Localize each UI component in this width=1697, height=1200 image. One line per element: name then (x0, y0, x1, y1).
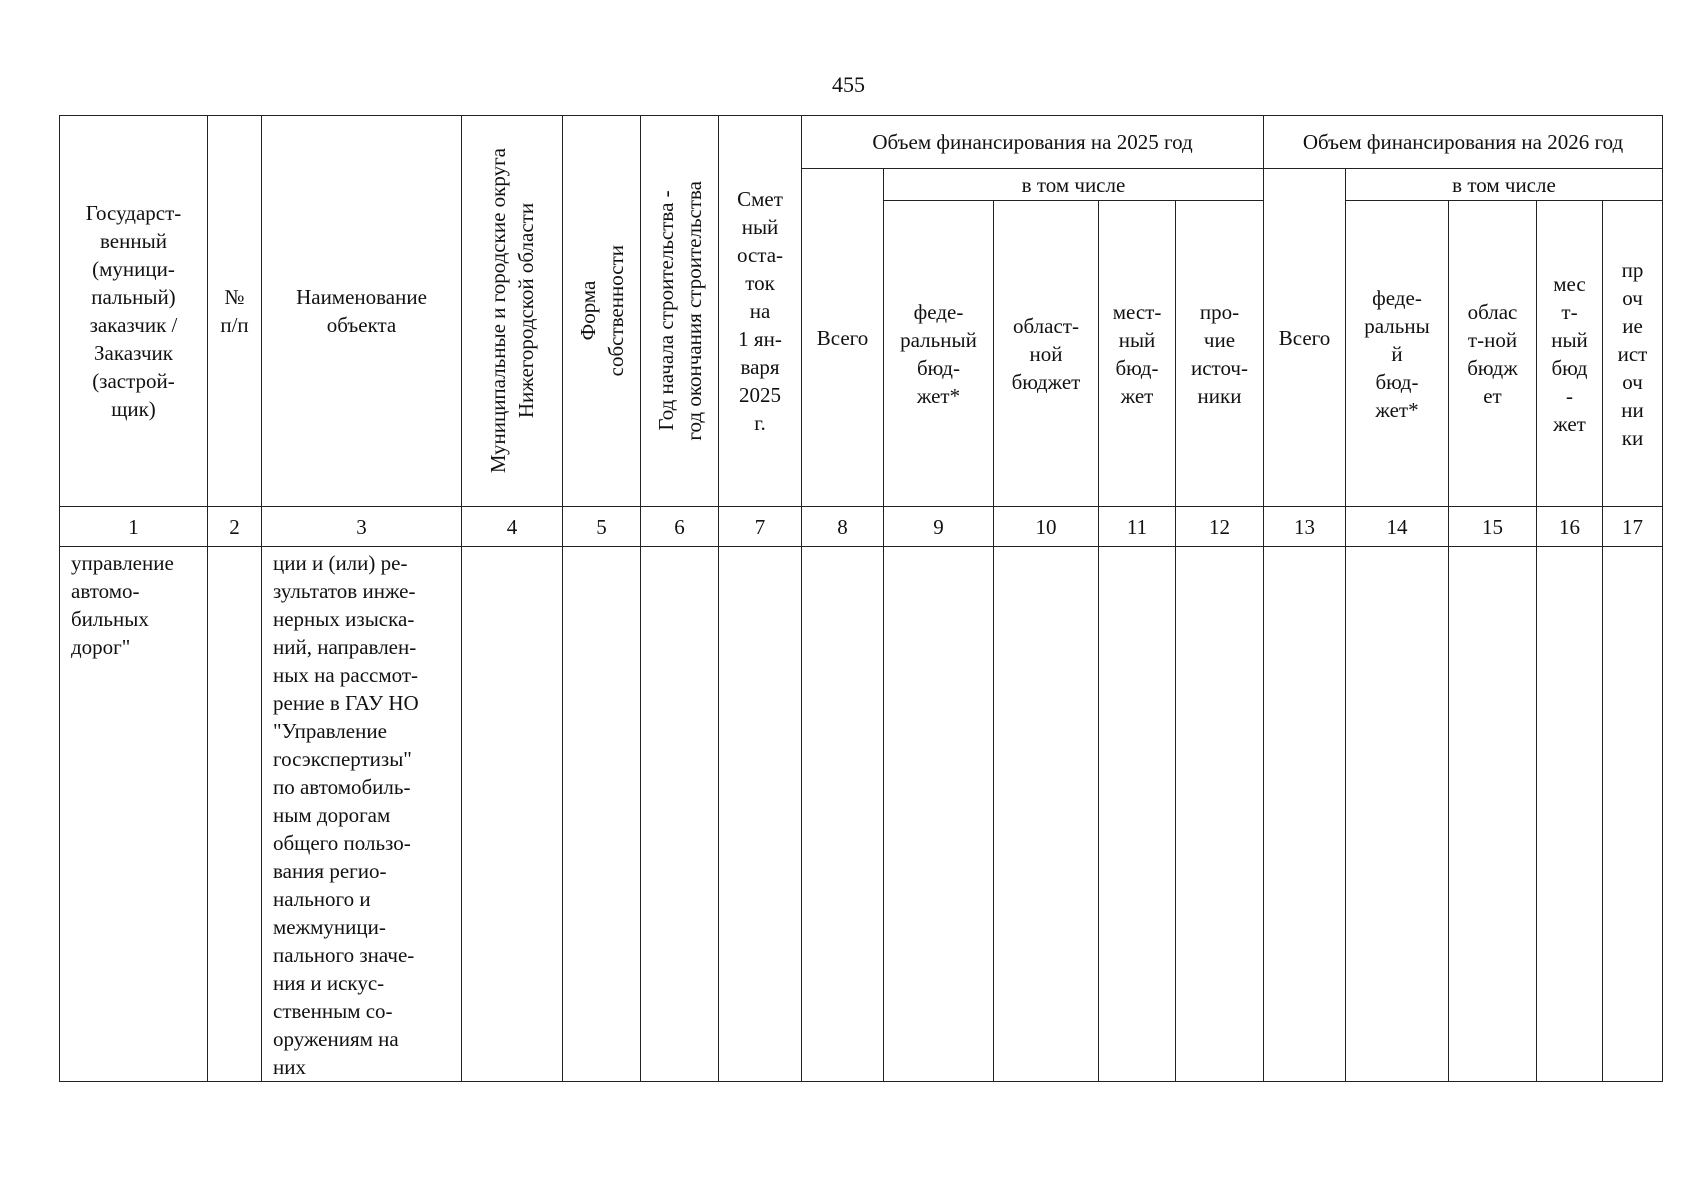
row-other-2026-cell (1603, 547, 1663, 1082)
column-number: 2 (208, 507, 262, 547)
header-row-top (60, 116, 1663, 169)
header-funding-2026: Объем финансирования на 2026 год (1264, 116, 1663, 169)
header-including-2025: в том числе (884, 169, 1264, 201)
column-number: 9 (884, 507, 994, 547)
column-numbers-row (60, 507, 1663, 547)
column-number: 17 (1603, 507, 1663, 547)
column-number: 5 (563, 507, 641, 547)
row-ownership-cell (563, 547, 641, 1082)
column-number: 12 (1176, 507, 1264, 547)
column-number: 16 (1537, 507, 1603, 547)
row-customer-cell: управление автомо- бильных дорог" (60, 547, 208, 1082)
row-other-2025-cell (1176, 547, 1264, 1082)
header-number: № п/п (208, 116, 262, 507)
header-regional-2026: облас т-ной бюдж ет (1449, 201, 1537, 507)
column-number: 1 (60, 507, 208, 547)
row-years-cell (641, 547, 719, 1082)
row-federal-2025-cell (884, 547, 994, 1082)
financing-table (59, 115, 1663, 1082)
row-local-2025-cell (1099, 547, 1176, 1082)
header-regional-2025: област- ной бюджет (994, 201, 1099, 507)
header-estimate-balance: Смет ный оста- ток на 1 ян- варя 2025 г. (719, 116, 802, 507)
column-number: 7 (719, 507, 802, 547)
header-total-2025: Всего (802, 169, 884, 507)
header-local-2026: мес т- ный бюд - жет (1537, 201, 1603, 507)
row-number-cell (208, 547, 262, 1082)
column-number: 13 (1264, 507, 1346, 547)
row-local-2026-cell (1537, 547, 1603, 1082)
header-other-2026: пр оч ие ист оч ни ки (1603, 201, 1663, 507)
header-other-2025: про- чие источ- ники (1176, 201, 1264, 507)
row-regional-2026-cell (1449, 547, 1537, 1082)
header-total-2026: Всего (1264, 169, 1346, 507)
header-including-2026: в том числе (1346, 169, 1663, 201)
row-regional-2025-cell (994, 547, 1099, 1082)
header-municipal-districts: Муниципальные и городские округа Нижегородской области (462, 116, 563, 507)
header-federal-2025: феде- ральный бюд- жет* (884, 201, 994, 507)
row-estimate-cell (719, 547, 802, 1082)
row-object-name-cell: ции и (или) ре- зультатов инже- нерных изыска- ний, направлен- ных на рассмот- рение в ГАУ НО "Управление госэкспертизы" по автомобиль- ным дорогам общего пользо- вания регио- нального и межмуници- пального значе- ния и искус- ственным со- оружениям на них (262, 547, 462, 1082)
column-number: 15 (1449, 507, 1537, 547)
column-number: 8 (802, 507, 884, 547)
row-total-2026-cell (1264, 547, 1346, 1082)
row-federal-2026-cell (1346, 547, 1449, 1082)
column-number: 4 (462, 507, 563, 547)
row-total-2025-cell (802, 547, 884, 1082)
column-number: 3 (262, 507, 462, 547)
header-funding-2025: Объем финансирования на 2025 год (802, 116, 1264, 169)
page-number: 455 (832, 72, 865, 97)
column-number: 11 (1099, 507, 1176, 547)
column-number: 10 (994, 507, 1099, 547)
header-local-2025: мест- ный бюд- жет (1099, 201, 1176, 507)
header-customer: Государст- венный (муници- пальный) заказчик / Заказчик (застрой- щик) (60, 116, 208, 507)
header-construction-years: Год начала строительства - год окончания строительства (641, 116, 719, 507)
column-number: 14 (1346, 507, 1449, 547)
row-municipal-cell (462, 547, 563, 1082)
header-federal-2026: феде- ральны й бюд- жет* (1346, 201, 1449, 507)
table-row (60, 547, 1663, 1082)
header-object-name: Наименование объекта (262, 116, 462, 507)
header-ownership-form: Форма собственности (563, 116, 641, 507)
column-number: 6 (641, 507, 719, 547)
